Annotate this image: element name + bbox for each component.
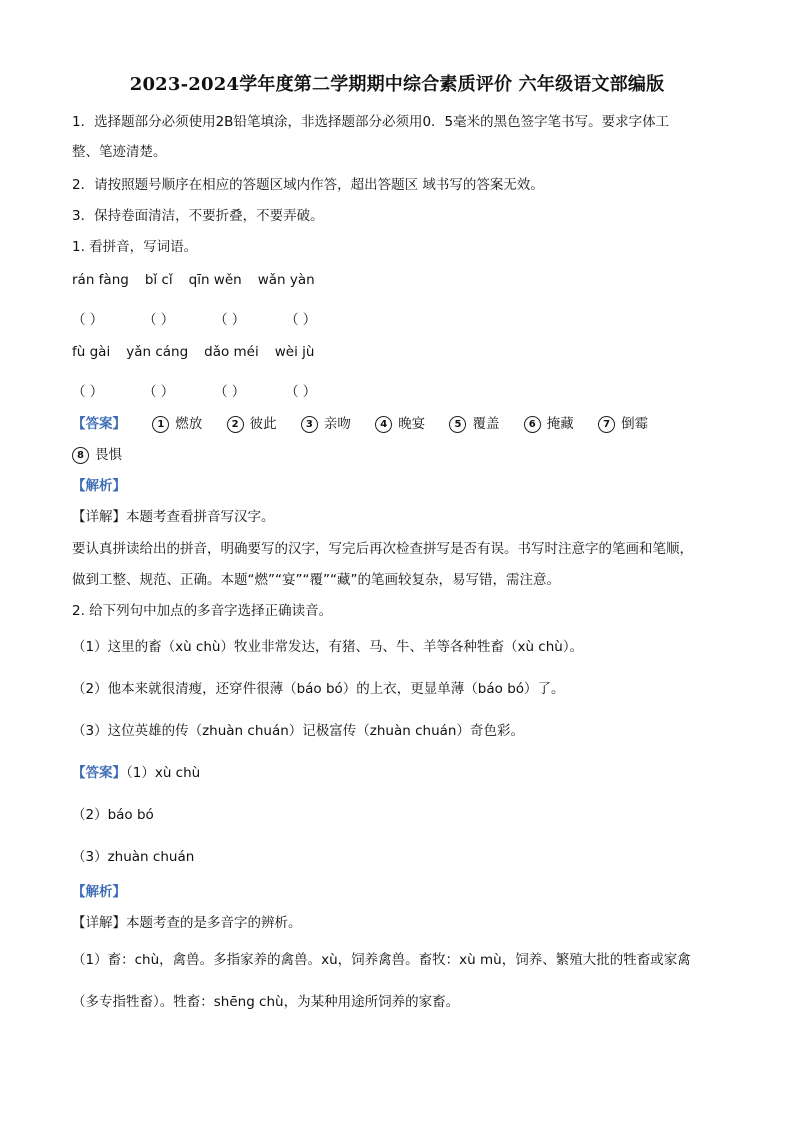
sentence-3: （3）这位英雄的传（zhuàn chuán）记极富传（zhuàn chuán）奇色彩。 xyxy=(72,723,524,739)
pinyin: dǎo méi xyxy=(204,344,259,360)
circled-number: 1 xyxy=(152,416,169,433)
answer-blank: （ ） xyxy=(143,312,175,328)
detail-line xyxy=(72,505,275,525)
note-line-3: 2．请按照题号顺序在相应的答题区域内作答，超出答题区 域书写的答案无效。 xyxy=(72,177,544,193)
detail-line xyxy=(72,911,302,931)
answer-item xyxy=(524,412,574,433)
circled-number: 3 xyxy=(301,416,318,433)
answer-tag: 【答案】 xyxy=(72,416,126,432)
pinyin: qīn wěn xyxy=(188,272,242,288)
answer-text: 燃放 xyxy=(175,416,203,432)
detail-text: 本题考查的是多音字的辨析。 xyxy=(126,915,302,931)
answer-blank: （ ） xyxy=(285,384,317,400)
pinyin: yǎn cáng xyxy=(126,344,189,360)
page-title: 2023-2024学年度第二学期期中综合素质评价 六年级语文部编版 xyxy=(129,74,665,95)
answer-blank: （ ） xyxy=(72,312,104,328)
answer-blank: （ ） xyxy=(143,384,175,400)
blank-row-1 xyxy=(72,308,356,328)
circled-number: 7 xyxy=(598,416,615,433)
answer-text: 倒霉 xyxy=(621,416,649,432)
analysis-tag: 【解析】 xyxy=(72,478,126,494)
answer-row-2 xyxy=(72,443,142,464)
answer-tag: 【答案】 xyxy=(72,765,126,781)
explain-line-2: 做到工整、规范、正确。本题“燃”“宴”“覆”“藏”的笔画较复杂，易写错，需注意。 xyxy=(72,572,560,588)
note-line-4: 3．保持卷面清洁，不要折叠，不要弄破。 xyxy=(72,208,324,224)
answer-item xyxy=(227,412,277,433)
answer-text: （1）xù chù xyxy=(126,765,201,781)
question-2-prompt: 2. 给下列句中加点的多音字选择正确读音。 xyxy=(72,603,333,619)
detail-tag: 【详解】 xyxy=(72,915,126,931)
note-line-2: 整、笔迹清楚。 xyxy=(72,144,167,160)
circled-number: 2 xyxy=(227,416,244,433)
answer-line-3: （3）zhuàn chuán xyxy=(72,849,195,865)
answer-blank: （ ） xyxy=(214,312,246,328)
answer-text: 亲吻 xyxy=(323,416,351,432)
explain-line-1: 要认真拼读给出的拼音，明确要写的汉字，写完后再次检查拼写是否有误。书写时注意字的笔画和笔顺， xyxy=(72,541,693,557)
explain-line-2: （多专指牲畜）。牲畜：shēng chù，为某种用途所饲养的家畜。 xyxy=(72,994,460,1010)
sentence-1: （1）这里的畜（xù chù）牧业非常发达，有猪、马、牛、羊等各种牲畜（xù chù）。 xyxy=(72,639,584,655)
answer-item xyxy=(598,412,648,433)
pinyin: bǐ cǐ xyxy=(144,272,173,288)
pinyin: wèi jù xyxy=(274,344,315,360)
answer-blank: （ ） xyxy=(214,384,246,400)
blank-row-2 xyxy=(72,380,356,400)
answer-text: 覆盖 xyxy=(472,416,500,432)
pinyin: wǎn yàn xyxy=(257,272,315,288)
answer-blank: （ ） xyxy=(285,312,317,328)
answer-text: 掩藏 xyxy=(546,416,574,432)
question-1-prompt: 1. 看拼音，写词语。 xyxy=(72,239,198,255)
answer-row-1 xyxy=(72,412,648,433)
note-line-1: 1．选择题部分必须使用2B铅笔填涂，非选择题部分必须用0．5毫米的黑色签字笔书写。要求字体工 xyxy=(72,114,670,130)
answer-item xyxy=(72,443,122,464)
circled-number: 8 xyxy=(72,447,89,464)
sentence-2: （2）他本来就很清瘦，还穿件很薄（báo bó）的上衣，更显单薄（báo bó）了。 xyxy=(72,681,565,697)
circled-number: 6 xyxy=(524,416,541,433)
analysis-tag: 【解析】 xyxy=(72,884,126,900)
pinyin-row-1 xyxy=(72,272,331,288)
pinyin: fù gài xyxy=(72,344,111,360)
answer-item xyxy=(449,412,499,433)
detail-tag: 【详解】 xyxy=(72,509,126,525)
circled-number: 5 xyxy=(449,416,466,433)
answer-item xyxy=(152,412,202,433)
pinyin: rán fàng xyxy=(72,272,129,288)
answer-blank: （ ） xyxy=(72,384,104,400)
answer-line-2: （2）báo bó xyxy=(72,807,154,823)
answer-text: 畏惧 xyxy=(95,447,122,463)
answer-text: 彼此 xyxy=(249,416,277,432)
pinyin-row-2 xyxy=(72,344,330,360)
circled-number: 4 xyxy=(375,416,392,433)
answer-text: 晚宴 xyxy=(398,416,426,432)
detail-text: 本题考查看拼音写汉字。 xyxy=(126,509,275,525)
explain-line-1: （1）畜：chù，禽兽。多指家养的禽兽。xù，饲养禽兽。畜牧：xù mù，饲养、繁殖大批的牲畜或家禽 xyxy=(72,952,691,968)
answer-item xyxy=(375,412,425,433)
answer-item xyxy=(301,412,351,433)
answer-line-1 xyxy=(72,761,200,781)
